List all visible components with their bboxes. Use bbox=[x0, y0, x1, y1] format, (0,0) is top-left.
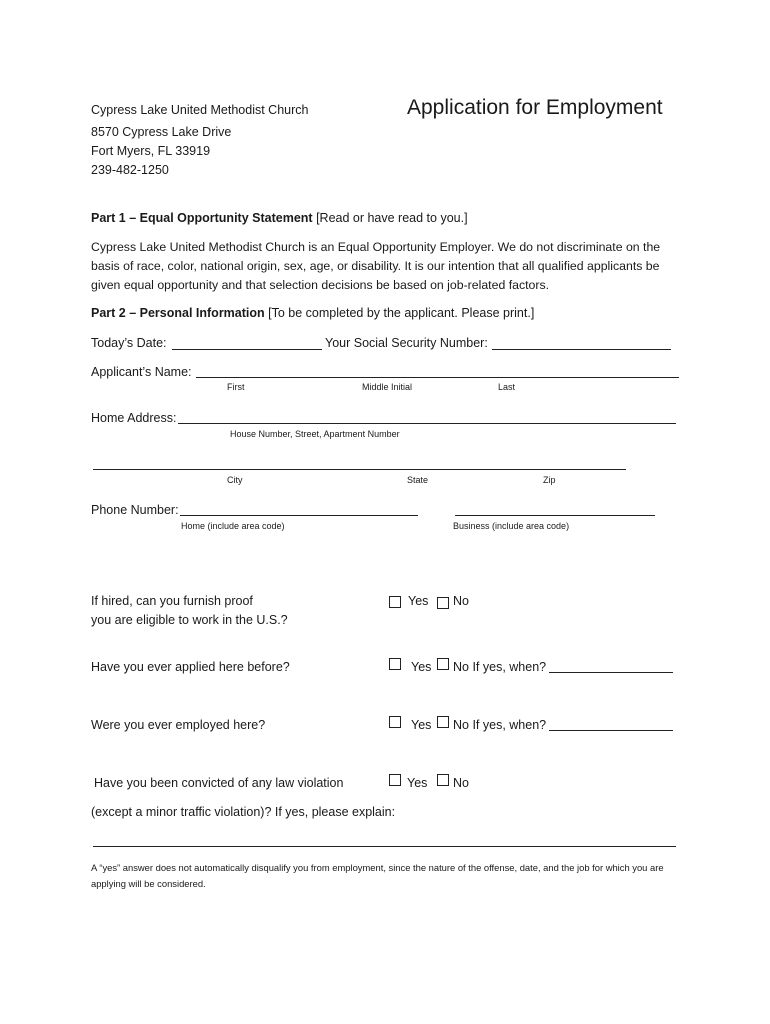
applied-before-when-field[interactable] bbox=[549, 672, 673, 673]
eligibility-yes-label: Yes bbox=[408, 594, 429, 608]
phone-number-label: Phone Number: bbox=[91, 503, 179, 517]
part2-note: [To be completed by the applicant. Please print.] bbox=[268, 306, 535, 320]
org-phone: 239-482-1250 bbox=[91, 163, 169, 177]
last-name-hint: Last bbox=[498, 382, 516, 392]
applied-before-question: Have you ever applied here before? bbox=[91, 660, 290, 674]
applied-before-yes-checkbox[interactable] bbox=[389, 658, 401, 670]
org-name: Cypress Lake United Methodist Church bbox=[91, 103, 309, 117]
ssn-label: Your Social Security Number: bbox=[325, 336, 488, 350]
applied-before-no-checkbox[interactable] bbox=[437, 658, 449, 670]
zip-hint: Zip bbox=[543, 475, 556, 485]
org-address-line2: Fort Myers, FL 33919 bbox=[91, 144, 211, 158]
home-phone-field[interactable] bbox=[180, 515, 418, 516]
eligibility-yes-checkbox[interactable] bbox=[389, 596, 401, 608]
part1-heading-row bbox=[91, 211, 468, 225]
todays-date-label: Today’s Date: bbox=[91, 336, 167, 350]
business-phone-hint: Business (include area code) bbox=[453, 521, 570, 531]
org-address-line1: 8570 Cypress Lake Drive bbox=[91, 125, 232, 139]
home-address-label: Home Address: bbox=[91, 411, 177, 425]
conviction-yes-label: Yes bbox=[407, 776, 428, 790]
city-hint: City bbox=[227, 475, 243, 485]
eligibility-no-checkbox[interactable] bbox=[437, 597, 449, 609]
eligibility-no-label: No bbox=[453, 594, 469, 608]
employed-before-no-when-label: No If yes, when? bbox=[453, 718, 547, 732]
conviction-yes-checkbox[interactable] bbox=[389, 774, 401, 786]
street-hint: House Number, Street, Apartment Number bbox=[230, 429, 400, 439]
city-state-zip-field[interactable] bbox=[93, 469, 626, 470]
eligibility-question-line2: you are eligible to work in the U.S.? bbox=[91, 613, 288, 627]
conviction-no-checkbox[interactable] bbox=[437, 774, 449, 786]
page-title: Application for Employment bbox=[407, 96, 663, 119]
part2-heading: Part 2 – Personal Information bbox=[91, 306, 265, 320]
part1-note: [Read or have read to you.] bbox=[316, 211, 468, 225]
employed-before-when-field[interactable] bbox=[549, 730, 673, 731]
home-phone-hint: Home (include area code) bbox=[181, 521, 285, 531]
employed-before-question: Were you ever employed here? bbox=[91, 718, 266, 732]
conviction-explain-field[interactable] bbox=[93, 846, 676, 847]
applied-before-no-when-label: No If yes, when? bbox=[453, 660, 547, 674]
employed-before-yes-label: Yes bbox=[411, 718, 432, 732]
business-phone-field[interactable] bbox=[455, 515, 655, 516]
employed-before-yes-checkbox[interactable] bbox=[389, 716, 401, 728]
first-name-hint: First bbox=[227, 382, 245, 392]
conviction-no-label: No bbox=[453, 776, 469, 790]
conviction-question: Have you been convicted of any law violation bbox=[94, 776, 344, 790]
part2-heading-row bbox=[91, 306, 534, 320]
applicant-name-field[interactable] bbox=[196, 377, 679, 378]
equal-opportunity-statement: Cypress Lake United Methodist Church is an Equal Opportunity Employer. We do not discriminate on the basis of race, color, national origin, sex, age, or disability. It is our intention that all qualified applicants be given equal opportunity and that selection decisions be based on job-related factors. bbox=[91, 240, 661, 292]
ssn-field[interactable] bbox=[492, 349, 671, 350]
state-hint: State bbox=[407, 475, 429, 485]
part1-heading: Part 1 – Equal Opportunity Statement bbox=[91, 211, 313, 225]
applied-before-yes-label: Yes bbox=[411, 660, 432, 674]
middle-initial-hint: Middle Initial bbox=[362, 382, 413, 392]
conviction-disclaimer: A “yes” answer does not automatically disqualify you from employment, since the nature of the offense, date, and the job for which you are applying will be considered. bbox=[91, 862, 664, 889]
conviction-explain-label: (except a minor traffic violation)? If yes, please explain: bbox=[91, 805, 396, 819]
home-address-field[interactable] bbox=[178, 423, 676, 424]
applicant-name-label: Applicant’s Name: bbox=[91, 365, 192, 379]
employed-before-no-checkbox[interactable] bbox=[437, 716, 449, 728]
eligibility-question-line1: If hired, can you furnish proof bbox=[91, 594, 253, 608]
todays-date-field[interactable] bbox=[172, 349, 322, 350]
